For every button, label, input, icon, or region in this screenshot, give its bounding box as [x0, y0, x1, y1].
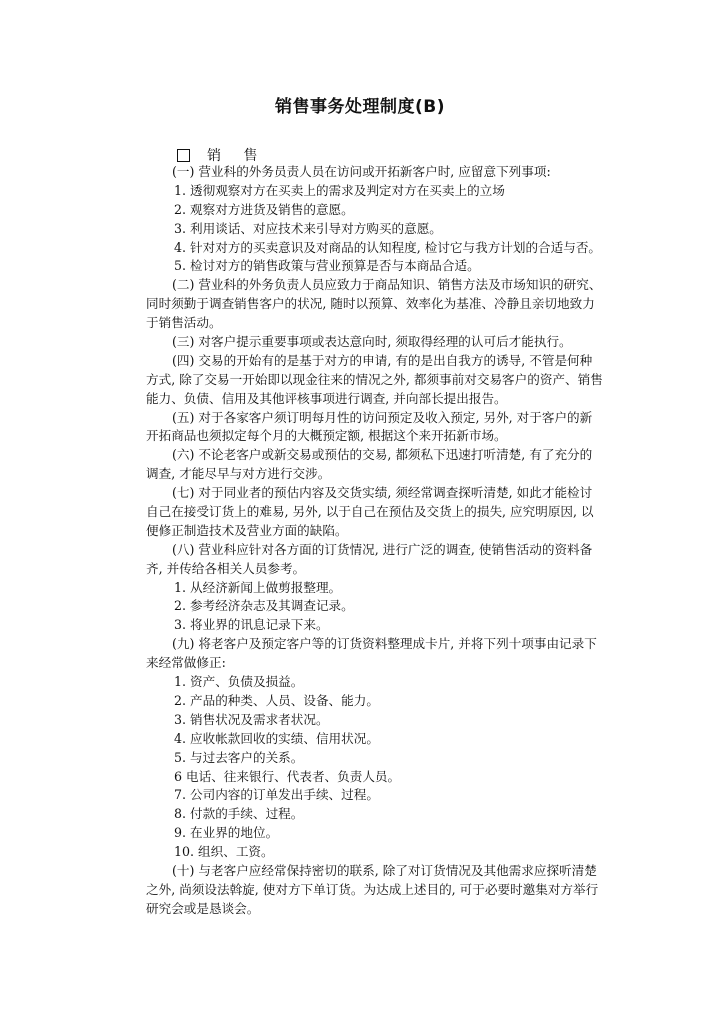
- text-line: 9. 在业界的地位。: [174, 825, 279, 841]
- document-body: [146, 163, 606, 919]
- text-line: 能力、负债、信用及其他评核事项进行调查, 并向部长提出报告。: [146, 390, 507, 406]
- checkbox-square-icon: [177, 149, 190, 162]
- text-line: (二) 营业科的外务负责人员应致力于商品知识、销售方法及市场知识的研究、: [172, 277, 602, 293]
- text-line: 8. 付款的手续、过程。: [174, 806, 304, 822]
- text-line: (五) 对于各家客户须订明每月性的访问预定及收入预定, 另外, 对于客户的新: [172, 409, 593, 425]
- text-line: 自己在接受订货上的难易, 另外, 以于自己在预估及交货上的损失, 应究明原因, 以: [146, 504, 594, 520]
- text-line: 研究会或是恳谈会。: [146, 900, 260, 916]
- text-line: 1. 资产、负债及损益。: [174, 674, 304, 690]
- text-line: 2. 参考经济杂志及其调查记录。: [174, 598, 354, 614]
- text-line: 方式, 除了交易一开始即以现金往来的情况之外, 都须事前对交易客户的资产、销售: [146, 371, 603, 387]
- text-line: 3. 将业界的讯息记录下来。: [174, 617, 329, 633]
- text-line: (八) 营业科应针对各方面的订货情况, 进行广泛的调查, 使销售活动的资料备: [172, 541, 593, 557]
- text-line: 齐, 并传给各相关人员参考。: [146, 560, 306, 576]
- text-line: (七) 对于同业者的预估内容及交货实绩, 须经常调查探听清楚, 如此才能检讨: [172, 485, 593, 501]
- text-line: 2. 观察对方进货及销售的意愿。: [174, 201, 354, 217]
- text-line: 于销售活动。: [146, 315, 222, 331]
- text-line: 5. 检讨对方的销售政策与营业预算是否与本商品合适。: [174, 258, 480, 274]
- text-line: 10. 组织、工资。: [174, 844, 274, 860]
- text-line: 5. 与过去客户的关系。: [174, 749, 304, 765]
- document-title: 销售事务处理制度(B): [275, 97, 445, 117]
- text-line: 便修正制造技术及营业方面的缺陷。: [146, 522, 348, 538]
- text-line: 3. 利用谈话、对应技术来引导对方购买的意愿。: [174, 220, 442, 236]
- text-line: (十) 与老客户应经常保持密切的联系, 除了对订货情况及其他需求应探听清楚: [172, 862, 597, 878]
- text-line: (一) 营业科的外务员责人员在访问或开拓新客户时, 应留意下列事项:: [172, 164, 551, 179]
- text-line: 来经常做修正:: [146, 655, 226, 671]
- text-line: 7. 公司内容的订单发出手续、过程。: [174, 787, 379, 803]
- text-line: 6 电话、往来银行、代表者、负责人员。: [174, 768, 401, 784]
- text-line: 1. 透彻观察对方在买卖上的需求及判定对方在买卖上的立场: [174, 182, 505, 198]
- text-line: 4. 针对对方的买卖意识及对商品的认知程度, 检讨它与我方计划的合适与否。: [174, 239, 602, 255]
- text-line: 4. 应收帐款回收的实绩、信用状况。: [174, 730, 379, 746]
- text-line: 1. 从经济新闻上做剪报整理。: [174, 579, 342, 595]
- text-line: (三) 对客户提示重要事项或表达意向时, 须取得经理的认可后才能执行。: [172, 334, 572, 350]
- text-line: 3. 销售状况及需求者状况。: [174, 711, 329, 727]
- text-line: 调查, 才能尽早与对方进行交涉。: [146, 466, 331, 482]
- text-line: 同时须勤于调查销售客户的状况, 随时以预算、效率化为基准、冷静且亲切地致力: [146, 296, 595, 312]
- section-heading: [177, 145, 266, 165]
- text-line: 开拓商品也须拟定每个月的大概预定额, 根据这个来开拓新市场。: [146, 428, 507, 444]
- text-line: (六) 不论老客户或新交易或预估的交易, 都须私下迅速打听清楚, 有了充分的: [172, 447, 593, 463]
- text-line: 之外, 尚须设法斡旋, 使对方下单订货。为达成上述目的, 可于必要时邀集对方举行: [146, 881, 599, 897]
- text-line: 2. 产品的种类、人员、设备、能力。: [174, 692, 379, 708]
- section-heading-label: 销 售: [207, 148, 267, 164]
- text-line: (四) 交易的开始有的是基于对方的申请, 有的是出自我方的诱导, 不管是何种: [172, 352, 593, 368]
- text-line: (九) 将老客户及预定客户等的订货资料整理成卡片, 并将下列十项事由记录下: [172, 636, 597, 652]
